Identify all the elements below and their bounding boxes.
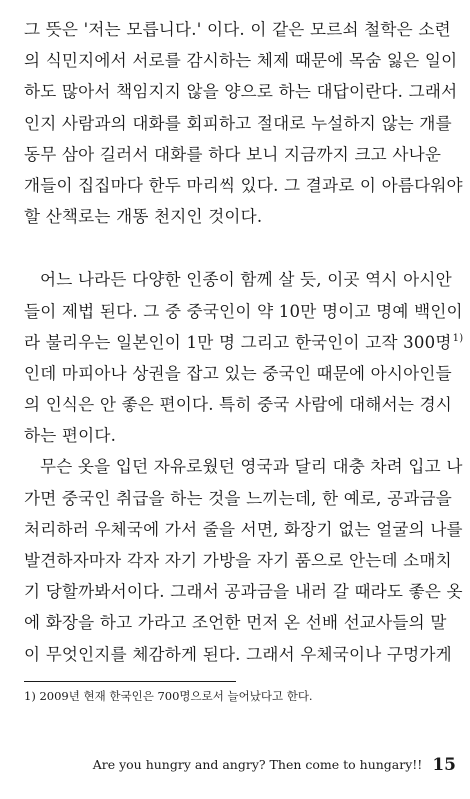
- page-number: 15: [432, 755, 456, 775]
- body-text: [24, 14, 464, 670]
- text-line: 하는 편이다.: [24, 426, 117, 446]
- footnote: [24, 688, 313, 704]
- footnote-text: 2009년 현재 한국인은 700명으로서 늘어났다고 한다.: [39, 689, 313, 703]
- paragraph-3: [24, 451, 463, 669]
- text-line: 동무 삼아 길러서 대화를 하다 보니 지금까지 크고 사나운: [24, 144, 442, 164]
- footnote-divider: [24, 681, 236, 682]
- text-line: 어느 나라든 다양한 인종이 함께 살 듯, 이곳 역시 아시안: [40, 270, 452, 290]
- paragraph-1: [24, 14, 463, 232]
- text-line: 무슨 옷을 입던 자유로웠던 영국과 달리 대충 차려 입고 나: [40, 457, 463, 477]
- text-line: 이 무엇인지를 체감하게 된다. 그래서 우체국이나 구멍가게: [24, 644, 452, 664]
- paragraph-gap: [24, 232, 460, 264]
- text-line: 인지 사람과의 대화를 회피하고 절대로 누설하지 않는 개를: [24, 113, 452, 133]
- text-line: 의 인식은 안 좋은 편이다. 특히 중국 사람에 대해서는 경시: [24, 395, 453, 415]
- text-line: 발견하자마자 각자 자기 가방을 자기 품으로 안는데 소매치: [24, 551, 452, 570]
- paragraph-2: [24, 264, 464, 451]
- footnote-reference: 1): [452, 332, 464, 344]
- page-footer: [93, 755, 456, 775]
- text-line: 가면 중국인 취급을 하는 것을 느끼는데, 한 예로, 공과금을: [24, 488, 453, 508]
- text-line-content: 라 불리우는 일본인이 1만 명 그리고 한국인이 고작 300명: [24, 332, 452, 352]
- text-line: 기 당할까봐서이다. 그래서 공과금을 내러 갈 때라도 좋은 옷: [24, 582, 463, 602]
- text-line: 개들이 집집마다 한두 마리씩 있다. 그 결과로 이 아름다워야: [24, 175, 463, 195]
- text-line: 하도 많아서 책임지지 않을 양으로 하는 대답이란다. 그래서: [24, 82, 458, 102]
- text-line: 인데 마피아나 상권을 잡고 있는 중국인 때문에 아시아인들: [24, 363, 452, 383]
- text-line: 할 산책로는 개똥 천지인 것이다.: [24, 207, 263, 227]
- text-line: 그 뜻은 '저는 모릅니다.' 이다. 이 같은 모르쇠 철학은 소련: [24, 20, 451, 39]
- text-line: 들이 제법 된다. 그 중 중국인이 약 10만 명이고 명예 백인이: [24, 301, 463, 321]
- text-line: 처리하러 우체국에 가서 줄을 서면, 화장기 없는 얼굴의 나를: [24, 519, 463, 539]
- footnote-marker: 1): [24, 689, 36, 703]
- text-line: [24, 327, 464, 358]
- text-line: 의 식민지에서 서로를 감시하는 체제 때문에 목숨 잃은 일이: [24, 51, 458, 71]
- running-title: Are you hungry and angry? Then come to hungary!!: [92, 757, 423, 772]
- text-line: 에 화장을 하고 가라고 조언한 먼저 온 선배 선교사들의 말: [24, 613, 447, 633]
